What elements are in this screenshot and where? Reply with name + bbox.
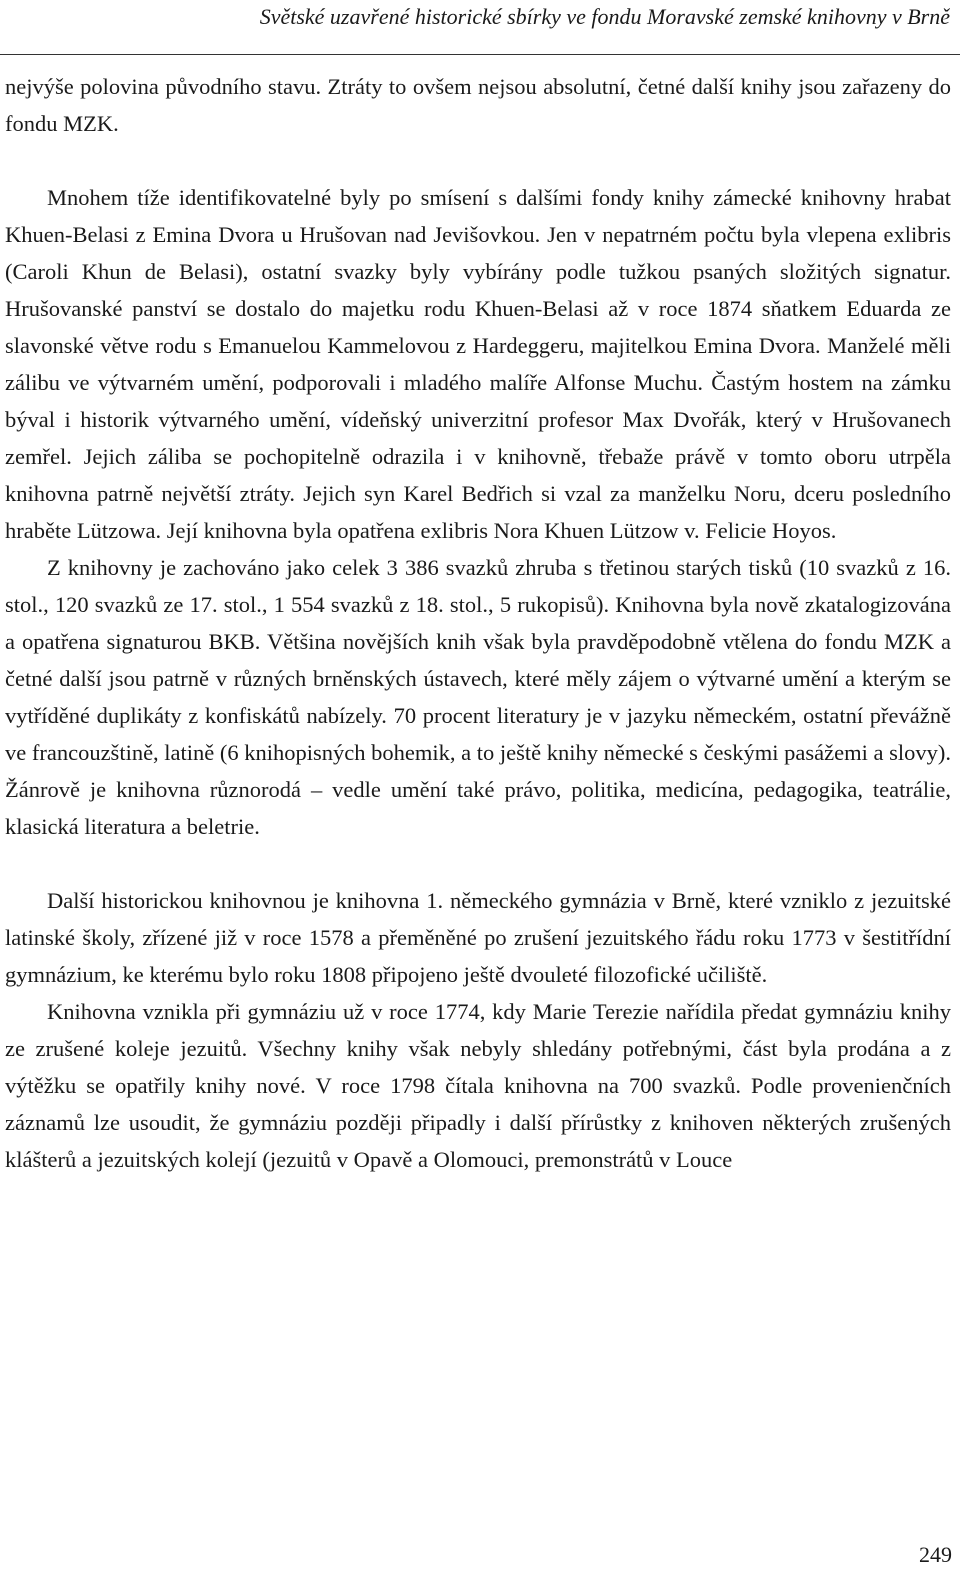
running-head: Světské uzavřené historické sbírky ve fondu Moravské zemské knihovny v Brně bbox=[259, 4, 950, 29]
body-text bbox=[5, 68, 951, 1178]
paragraph-4: Další historickou knihovnou je knihovna 1. německého gymnázia v Brně, které vzniklo z jezuitské latinské školy, zřízené již v roce 1578 a přeměněné po zrušení jezuitského řádu roku 1773 v šestitřídní gymnázium, ke kterému bylo roku 1808 připojeno ještě dvouleté filozofické učiliště. bbox=[5, 888, 951, 987]
page-number: 249 bbox=[919, 1542, 952, 1567]
paragraph-2: Mnohem tíže identifikovatelné byly po smísení s dalšími fondy knihy zámecké knihovny hrabat Khuen-Belasi z Emina Dvora u Hrušovan nad Jevišovkou. Jen v nepatrném počtu byla vlepena exlibris (Caroli Khun de Belasi), ostatní svazky byly vybírány podle tužkou psaných složitých signatur. Hrušovanské panství se dostalo do majetku rodu Khuen-Belasi až v roce 1874 sňatkem Eduarda ze slavonské větve rodu s Emanuelou Kammelovou z Hardeggeru, majitelkou Emina Dvora. Manželé měli zálibu ve výtvarném umění, podporovali i mladého malíře Alfonse Muchu. Častým hostem na zámku býval i historik výtvarného umění, vídeňský univerzitní profesor Max Dvořák, který v Hrušovanech zemřel. Jejich záliba se pochopitelně odrazila i v knihovně, třebaže právě v tomto oboru utrpěla knihovna patrně největší ztráty. Jejich syn Karel Bedřich si vzal za manželku Noru, dceru posledního hraběte Lützowa. Její knihovna byla opatřena exlibris Nora Khuen Lützow v. Felicie Hoyos. bbox=[5, 185, 951, 543]
paragraph-5: Knihovna vznikla při gymnáziu už v roce 1774, kdy Marie Terezie nařídila předat gymnáziu knihy ze zrušené koleje jezuitů. Všechny knihy však nebyly shledány potřebnými, část byla prodána a z výtěžku se opatřily knihy nové. V roce 1798 čítala knihovna na 700 svazků. Podle provenienčních záznamů lze usoudit, že gymnáziu později připadly i další přírůstky z knihoven některých zrušených klášterů a jezuitských kolejí (jezuitů v Opavě a Olomouci, premonstrátů v Louce bbox=[5, 999, 951, 1172]
paragraph-1: nejvýše polovina původního stavu. Ztráty to ovšem nejsou absolutní, četné další knihy jsou zařazeny do fondu MZK. bbox=[5, 74, 951, 136]
paragraph-3: Z knihovny je zachováno jako celek 3 386 svazků zhruba s třetinou starých tisků (10 svazků z 16. stol., 120 svazků ze 17. stol., 1 554 svazků z 18. stol., 5 rukopisů). Knihovna byla nově zkatalogizována a opatřena signaturou BKB. Většina novějších knih však byla pravděpodobně vtělena do fondu MZK a četné další jsou patrně v různých brněnských ústavech, které měly zájem o výtvarné umění a kterým se vytříděné duplikáty z konfiskátů nabízely. 70 procent literatury je v jazyku německém, ostatní převážně ve francouzštině, latině (6 knihopisných bohemik, a to ještě knihy německé s českými pasážemi a slovy). Žánrově je knihovna různorodá – vedle umění také právo, politika, medicína, pedagogika, teatrálie, klasická literatura a beletrie. bbox=[5, 555, 951, 839]
header-rule bbox=[0, 54, 960, 55]
